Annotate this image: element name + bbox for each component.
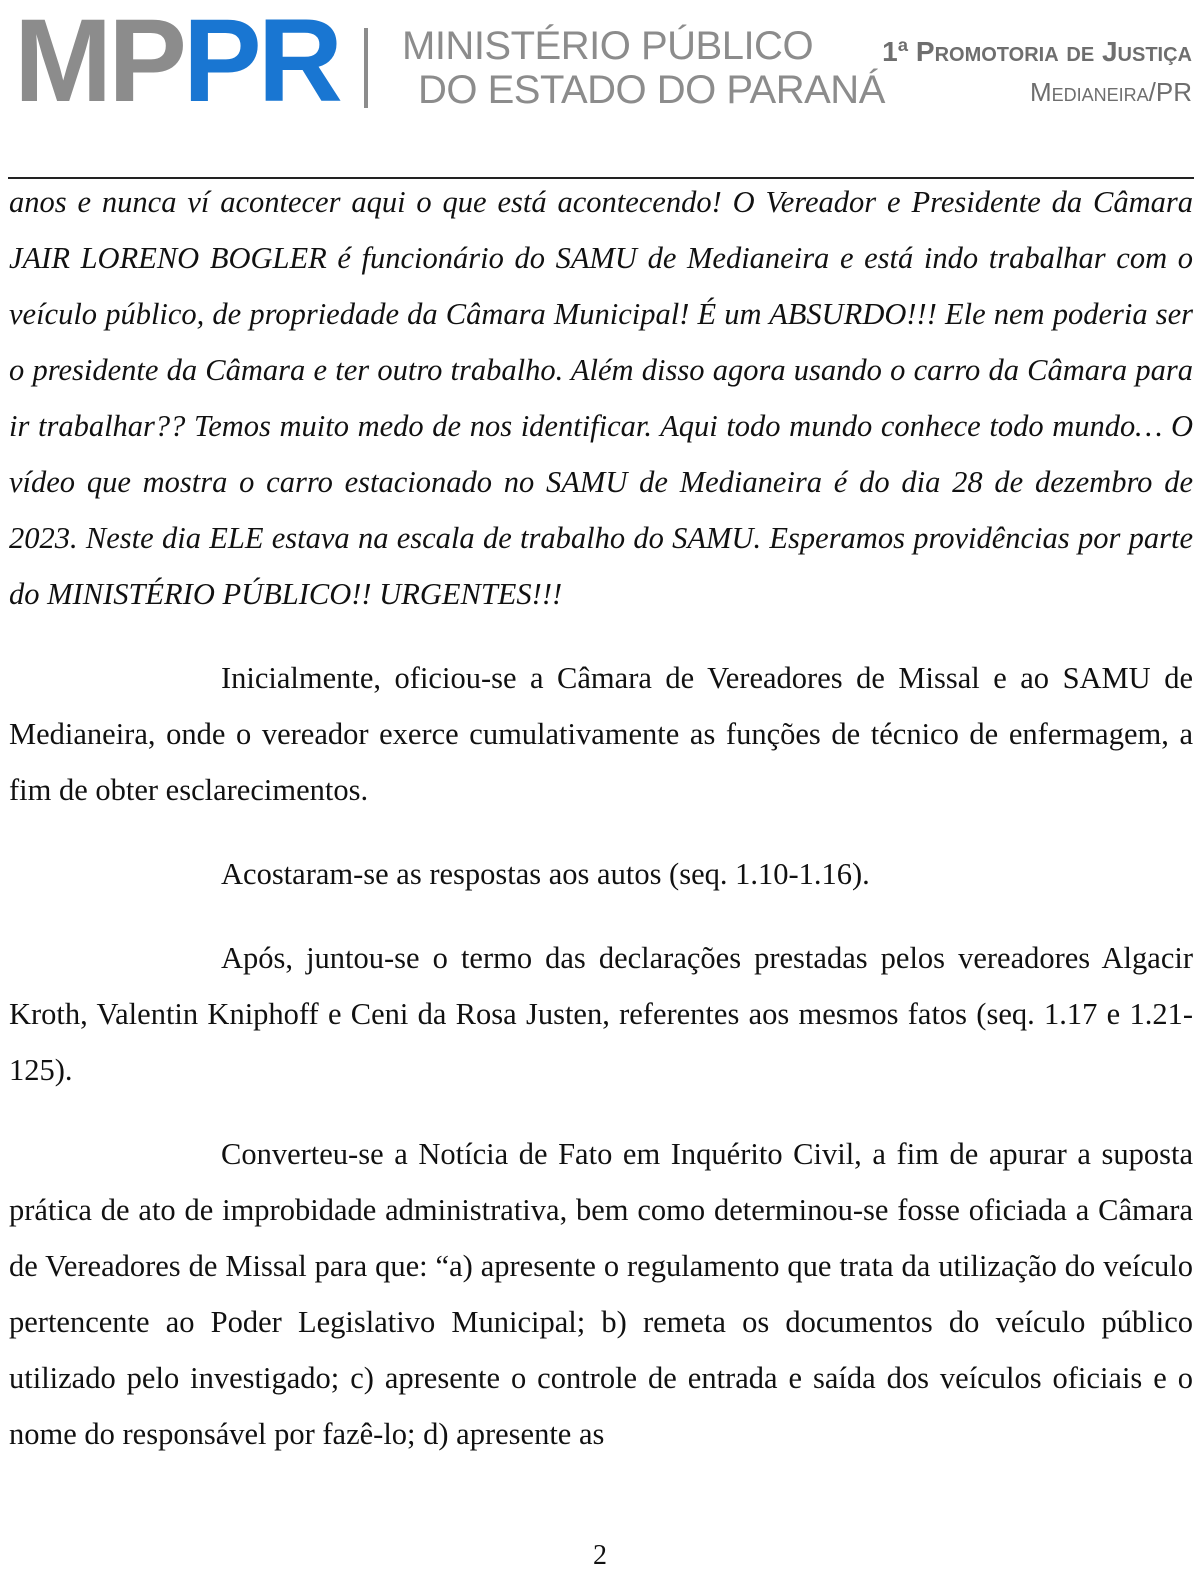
office-name-line2: Medianeira/PR bbox=[1029, 77, 1192, 107]
institution-name bbox=[402, 24, 885, 112]
complaint-quote: anos e nunca ví acontecer aqui o que está acontecendo! O Vereador e Presidente da Câmara JAIR LORENO BOGLER é funcionário do SAMU de Medianeira e está indo trabalhar com o veículo público, de propriedade da Câmara Municipal! É um ABSURDO!!! Ele nem poderia ser o presidente da Câmara e ter outro trabalho. Além disso agora usando o carro da Câmara para ir trabalhar?? Temos muito medo de nos identificar. Aqui todo mundo conhece todo mundo… O vídeo que mostra o carro estacionado no SAMU de Medianeira é do dia 28 de dezembro de 2023. Neste dia ELE estava na escala de trabalho do SAMU. Esperamos providências por parte do MINISTÉRIO PÚBLICO!! URGENTES!!! bbox=[9, 185, 1193, 611]
paragraph-initial-requests: Inicialmente, oficiou-se a Câmara de Vereadores de Missal e ao SAMU de Medianeira, onde o vereador exerce cumulativamente as funções de técnico de enfermagem, a fim de obter esclarecimentos. bbox=[9, 661, 1193, 807]
institution-name-line2: DO ESTADO DO PARANÁ bbox=[418, 68, 885, 112]
mppr-logo-mark bbox=[14, 0, 339, 127]
paragraph-responses: Acostaram-se as respostas aos autos (seq. 1.10-1.16). bbox=[221, 857, 870, 891]
office-name bbox=[882, 32, 1192, 112]
logo-pr-letters: PR bbox=[183, 0, 339, 127]
institution-name-line1: MINISTÉRIO PÚBLICO bbox=[402, 24, 814, 68]
logo-mp-letters: MP bbox=[14, 0, 183, 127]
page-header bbox=[0, 0, 1200, 180]
mppr-logo bbox=[14, 0, 885, 127]
page-number: 2 bbox=[593, 1540, 607, 1571]
document-body bbox=[9, 174, 1193, 1462]
paragraph-declarations: Após, juntou-se o termo das declarações prestadas pelos vereadores Algacir Kroth, Valentin Kniphoff e Ceni da Rosa Justen, referentes aos mesmos fatos (seq. 1.17 e 1.21-125). bbox=[9, 941, 1193, 1087]
logo-divider bbox=[364, 28, 368, 108]
office-name-line1: 1ª Promotoria de Justiça bbox=[882, 36, 1192, 67]
paragraph-conversion: Converteu-se a Notícia de Fato em Inquérito Civil, a fim de apurar a suposta prática de ato de improbidade administrativa, bem como determinou-se fosse oficiada a Câmara de Vereadores de Missal para que: “a) apresente o regulamento que trata da utilização do veículo pertencente ao Poder Legislativo Municipal; b) remeta os documentos do veículo público utilizado pelo investigado; c) apresente o controle de entrada e saída dos veículos oficiais e o nome do responsável por fazê-lo; d) apresente as bbox=[9, 1137, 1193, 1451]
